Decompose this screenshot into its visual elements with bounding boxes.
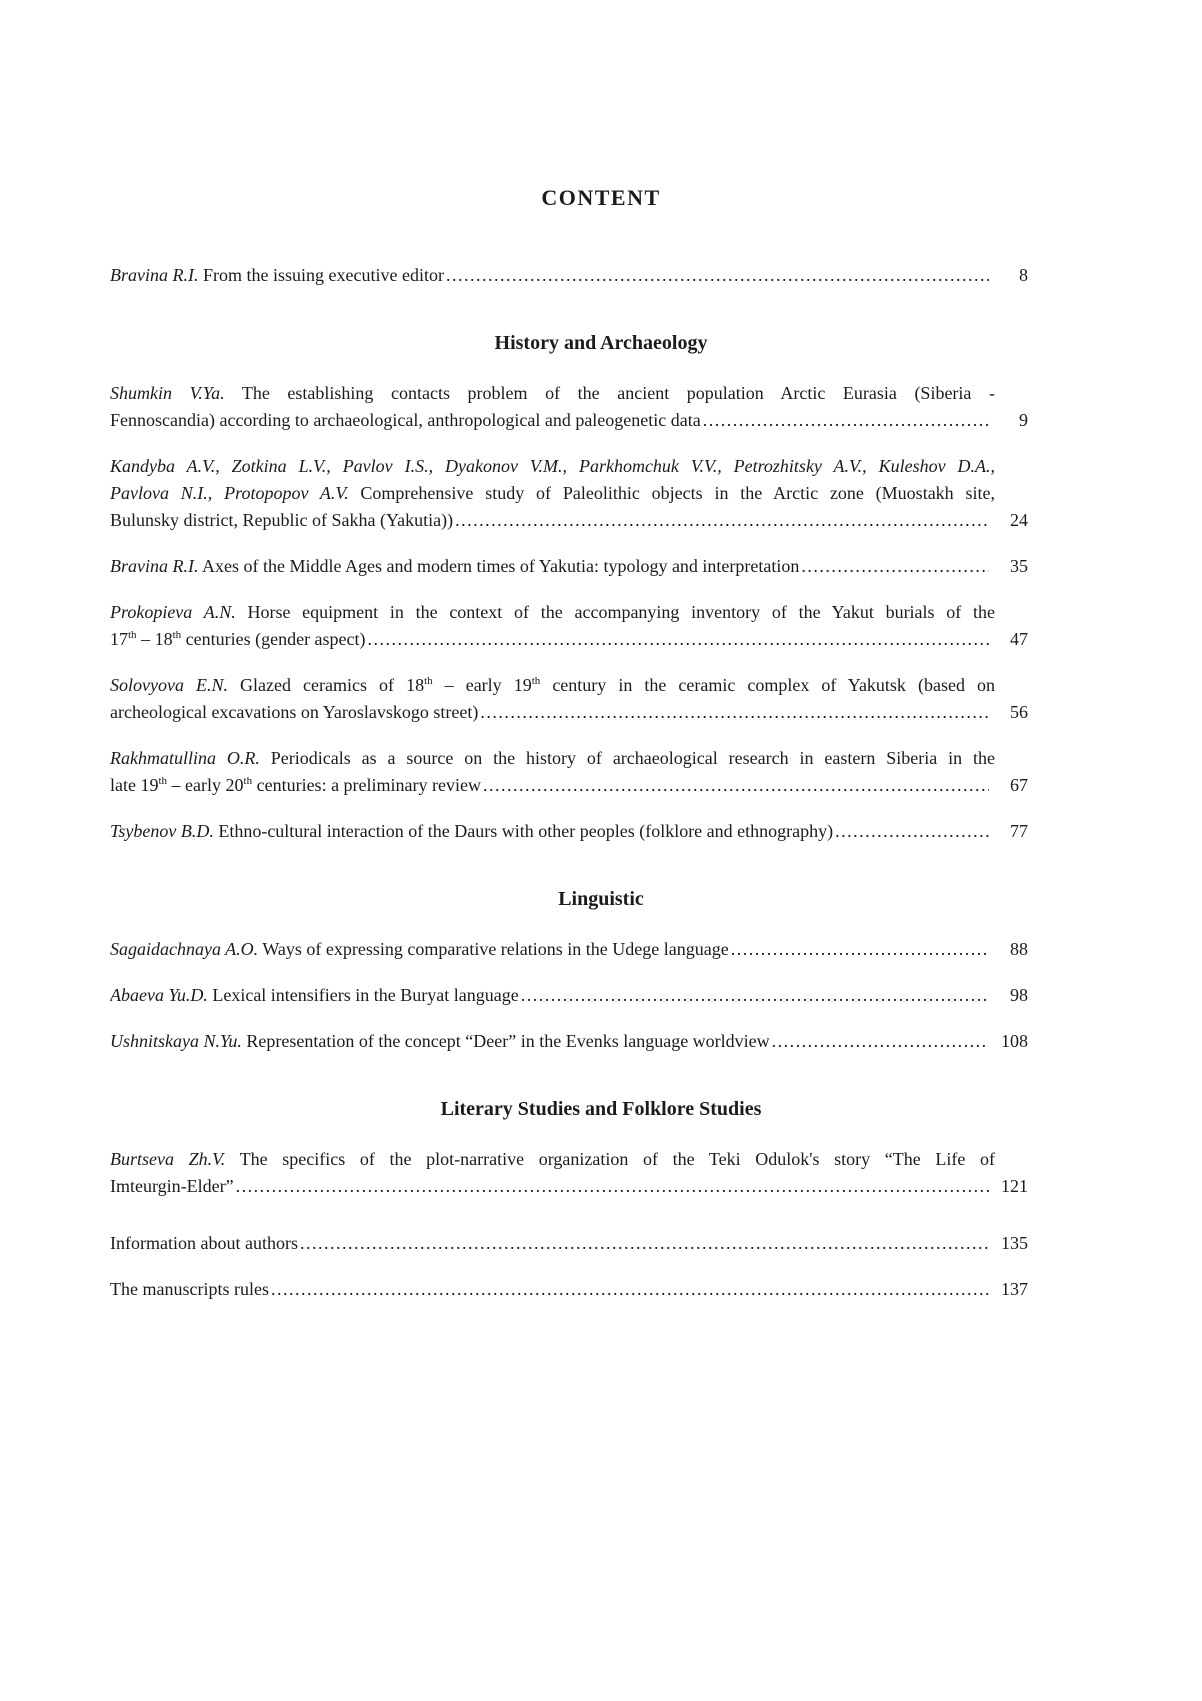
toc-page-number: 88: [1010, 939, 1028, 959]
toc-entry-line: [110, 453, 995, 480]
toc-entry: [110, 745, 1028, 799]
toc-entry-line: [110, 818, 1028, 845]
toc-entry: [110, 1276, 1028, 1303]
dot-leader: [729, 936, 989, 963]
dot-leader: [366, 626, 989, 653]
entry-title-text: Horse equipment in the context of the accompanying inventory of the Yakut burials of the: [235, 602, 995, 622]
toc-entry-text: [110, 1276, 269, 1303]
dot-leader: [478, 699, 989, 726]
author-name: Prokopieva A.N.: [110, 602, 236, 622]
ordinal-superscript: th: [531, 675, 541, 687]
toc-entry-line: [110, 1230, 1028, 1257]
toc-entry-text: [110, 626, 366, 653]
ordinal-superscript: th: [158, 775, 168, 787]
entry-title-text: Axes of the Middle Ages and modern times of Yakutia: typology and interpretation: [198, 556, 800, 576]
toc-entry: [110, 380, 1028, 434]
toc-page-number: 35: [1010, 556, 1028, 576]
toc-entry-line: [110, 1028, 1028, 1055]
dot-leader: [770, 1028, 989, 1055]
toc-entry-line: [110, 553, 1028, 580]
toc-entry-line: [110, 982, 1028, 1009]
ordinal-superscript: th: [243, 775, 253, 787]
author-name: Rakhmatullina O.R.: [110, 748, 260, 768]
toc-entry-line: [110, 599, 995, 626]
entry-title-text: century in the ceramic complex of Yakutsk (based on: [540, 675, 995, 695]
dot-leader: [833, 818, 989, 845]
toc-blocks: [0, 262, 1202, 1303]
toc-entry-text: [110, 1230, 298, 1257]
toc-page-number: 8: [1019, 265, 1028, 285]
author-name: Tsybenov B.D.: [110, 821, 214, 841]
toc-entry-line: [110, 1146, 995, 1173]
ordinal-superscript: th: [128, 629, 137, 641]
entry-title-text: Representation of the concept “Deer” in the Evenks language worldview: [241, 1031, 770, 1051]
ordinal-superscript: th: [424, 675, 433, 687]
entry-title-text: – 18: [136, 629, 173, 649]
entry-title-text: centuries: a preliminary review: [252, 775, 481, 795]
author-name: Ushnitskaya N.Yu.: [110, 1031, 242, 1051]
toc-entry-text: [110, 553, 799, 580]
toc-entry-line: [110, 699, 1028, 726]
author-name: Pavlova N.I., Protopopov A.V.: [110, 483, 349, 503]
entry-title-text: The specifics of the plot-narrative organization of the Teki Odulok's story “The Life of: [225, 1149, 995, 1169]
toc-page-number: 108: [1001, 1031, 1028, 1051]
toc-entry: [110, 818, 1028, 845]
toc-entry-line: [110, 772, 1028, 799]
toc-entry: [110, 672, 1028, 726]
entry-title-text: The establishing contacts problem of the ancient population Arctic Eurasia (Siberia -: [224, 383, 995, 403]
toc-entry: [110, 936, 1028, 963]
toc-entry-line: [110, 672, 995, 699]
entry-title-text: Information about authors: [110, 1233, 298, 1253]
author-name: Burtseva Zh.V.: [110, 1149, 226, 1169]
entry-title-text: Lexical intensifiers in the Buryat language: [207, 985, 519, 1005]
author-name: Bravina R.I.: [110, 556, 199, 576]
toc-entry-text: [110, 936, 729, 963]
dot-leader: [234, 1173, 989, 1200]
toc-page-number: 56: [1010, 702, 1028, 722]
entry-title-text: centuries (gender aspect): [181, 629, 366, 649]
dot-leader: [481, 772, 989, 799]
toc-page-number: 98: [1010, 985, 1028, 1005]
toc-entry-text: [110, 1028, 770, 1055]
dot-leader: [519, 982, 989, 1009]
entry-title-text: 17: [110, 629, 128, 649]
entry-title-text: – early 20: [167, 775, 244, 795]
entry-title-text: – early 19: [432, 675, 532, 695]
toc-entry: [110, 453, 1028, 534]
toc-entry-line: [110, 1276, 1028, 1303]
toc-page-number: 121: [1001, 1176, 1028, 1196]
toc-entry-text: [110, 772, 481, 799]
toc-entry-line: [110, 507, 1028, 534]
toc-entry: [110, 262, 1028, 289]
toc-entry: [110, 982, 1028, 1009]
toc-entry-line: [110, 626, 1028, 653]
toc-entry-text: [110, 1173, 234, 1200]
toc-entry-line: [110, 262, 1028, 289]
toc-entry: [110, 599, 1028, 653]
toc-page-number: 47: [1010, 629, 1028, 649]
entry-title-text: Fennoscandia) according to archaeological, anthropological and paleogenetic data: [110, 410, 701, 430]
section-heading: Linguistic: [558, 888, 644, 910]
dot-leader: [701, 407, 989, 434]
entry-title-text: Imteurgin-Elder”: [110, 1176, 234, 1196]
entry-title-text: archeological excavations on Yaroslavskogo street): [110, 702, 479, 722]
toc-entry: [110, 1028, 1028, 1055]
author-name: Abaeva Yu.D.: [110, 985, 208, 1005]
page-title: CONTENT: [541, 185, 661, 210]
author-name: Shumkin V.Ya.: [110, 383, 225, 403]
entry-title-text: Periodicals as a source on the history of archaeological research in eastern Siberia in the: [259, 748, 995, 768]
toc-page-number: 137: [1001, 1279, 1028, 1299]
toc-entry-line: [110, 407, 1028, 434]
entry-title-text: Ways of expressing comparative relations in the Udege language: [258, 939, 729, 959]
dot-leader: [269, 1276, 989, 1303]
toc-page-number: 135: [1001, 1233, 1028, 1253]
toc-entry-line: [110, 745, 995, 772]
entry-title-text: Ethno-cultural interaction of the Daurs with other peoples (folklore and ethnography): [213, 821, 834, 841]
toc-entry-line: [110, 936, 1028, 963]
entry-title-text: Glazed ceramics of 18: [228, 675, 425, 695]
toc-entry: [110, 553, 1028, 580]
section-heading: Literary Studies and Folklore Studies: [440, 1098, 762, 1120]
toc-entry-text: [110, 699, 478, 726]
author-name: Kandyba A.V., Zotkina L.V., Pavlov I.S., Dyakonov V.M., Parkhomchuk V.V., Petrozhitsky A.V., Kuleshov D.A.,: [110, 456, 995, 476]
entry-title-text: The manuscripts rules: [110, 1279, 269, 1299]
section-heading: History and Archaeology: [494, 332, 708, 354]
dot-leader: [444, 262, 989, 289]
toc-page-number: 9: [1019, 410, 1028, 430]
toc-entry-text: [110, 262, 444, 289]
toc-entry-text: [110, 407, 701, 434]
author-name: Sagaidachnaya A.O.: [110, 939, 259, 959]
dot-leader: [799, 553, 989, 580]
entry-title-text: Comprehensive study of Paleolithic objects in the Arctic zone (Muostakh site,: [348, 483, 995, 503]
toc-entry-text: [110, 982, 519, 1009]
toc-entry-line: [110, 480, 995, 507]
entry-title-text: From the issuing executive editor: [198, 265, 444, 285]
toc-entry-line: [110, 1173, 1028, 1200]
toc-entry-line: [110, 380, 995, 407]
dot-leader: [298, 1230, 989, 1257]
toc-entry: [110, 1230, 1028, 1257]
author-name: Bravina R.I.: [110, 265, 199, 285]
toc-page-number: 67: [1010, 775, 1028, 795]
ordinal-superscript: th: [172, 629, 182, 641]
author-name: Solovyova E.N.: [110, 675, 229, 695]
entry-title-text: Bulunsky district, Republic of Sakha (Yakutia)): [110, 510, 454, 530]
dot-leader: [453, 507, 989, 534]
toc-entry-text: [110, 818, 833, 845]
toc-page-number: 77: [1010, 821, 1028, 841]
toc-entry: [110, 1146, 1028, 1200]
toc-page-number: 24: [1010, 510, 1028, 530]
toc-entry-text: [110, 507, 453, 534]
entry-title-text: late 19: [110, 775, 159, 795]
